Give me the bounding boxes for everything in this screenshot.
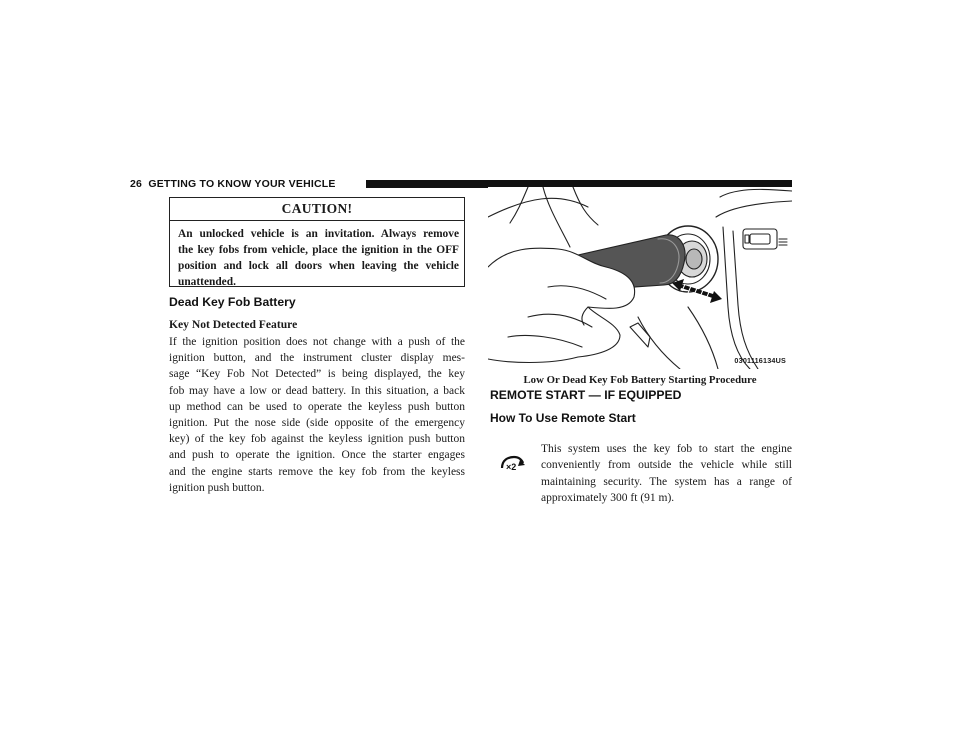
caution-line: An unlocked vehicle is an invitation. Always remove <box>178 228 459 240</box>
caution-line: the key fobs from vehicle, place the ignition in the OFF <box>178 244 459 256</box>
paragraph-line: ignition push button. <box>169 481 265 494</box>
caution-box <box>169 197 465 287</box>
paragraph-line: approximately 300 ft (91 m). <box>541 492 675 505</box>
caution-title: CAUTION! <box>281 201 353 216</box>
paragraph-line: ignition. Put the nose side (side opposite of the emergency <box>169 417 465 430</box>
dash-trim <box>716 201 792 217</box>
paragraph-line: sage “Key Fob Not Detected” is being displayed, the key <box>169 368 465 381</box>
section-title: GETTING TO KNOW YOUR VEHICLE <box>148 178 336 190</box>
paragraph-line: and push to operate the ignition. Once the starter engages <box>169 449 465 462</box>
key-fob-ignition-illustration <box>488 187 792 369</box>
illustration-drawing <box>488 187 792 369</box>
dash-trim <box>720 189 792 197</box>
paragraph-line: ignition button, and the instrument cluster display mes- <box>169 352 465 365</box>
paragraph-line: key) of the key fob against the keyless ignition push button <box>169 433 465 446</box>
caution-line: unattended. <box>178 276 236 288</box>
push-button-center <box>686 249 702 269</box>
paragraph-line: fob may have a low or dead battery. In this situation, a back <box>169 384 465 397</box>
remote-start-subheading: How To Use Remote Start <box>490 411 636 425</box>
header-label <box>130 178 336 190</box>
dead-key-fob-heading: Dead Key Fob Battery <box>169 295 296 309</box>
figure-caption: Low Or Dead Key Fob Battery Starting Procedure <box>523 374 757 386</box>
remote-start-paragraph <box>541 441 792 507</box>
vent-lines <box>779 239 787 245</box>
paragraph-line: conveniently from outside the vehicle while still <box>541 459 792 472</box>
paragraph-line: and the engine starts remove the key fob from the keyless <box>169 465 465 478</box>
remote-start-icon-graphic <box>498 454 526 476</box>
caution-line: position and lock all doors when leaving the vehicle <box>178 260 459 272</box>
paragraph-line: If the ignition position does not change with a push of the <box>169 336 465 348</box>
console-piece <box>630 323 650 347</box>
dead-key-fob-paragraph <box>169 334 465 496</box>
remote-start-heading: REMOTE START — IF EQUIPPED <box>490 388 682 402</box>
steering-column <box>543 187 570 247</box>
caution-text <box>170 221 464 290</box>
key-not-detected-heading: Key Not Detected Feature <box>169 318 298 331</box>
figure-code: 0301116134US <box>734 356 786 365</box>
dash-curve <box>488 198 588 217</box>
switch-panel <box>743 229 777 249</box>
switch <box>750 234 770 244</box>
wheel-rim <box>510 187 528 223</box>
page-number: 26 <box>130 178 143 190</box>
paragraph-line: maintaining security. The system has a range of <box>541 475 792 488</box>
dash-panel-edge <box>723 227 750 369</box>
console-edge <box>688 307 718 369</box>
switch-icon <box>745 235 749 243</box>
x2-label: ×2 <box>506 462 517 472</box>
paragraph-line: up method can be used to operate the keyless push button <box>169 400 465 413</box>
paragraph-line: This system uses the key fob to start the engine <box>541 443 792 455</box>
remote-start-x2-icon <box>498 454 526 476</box>
